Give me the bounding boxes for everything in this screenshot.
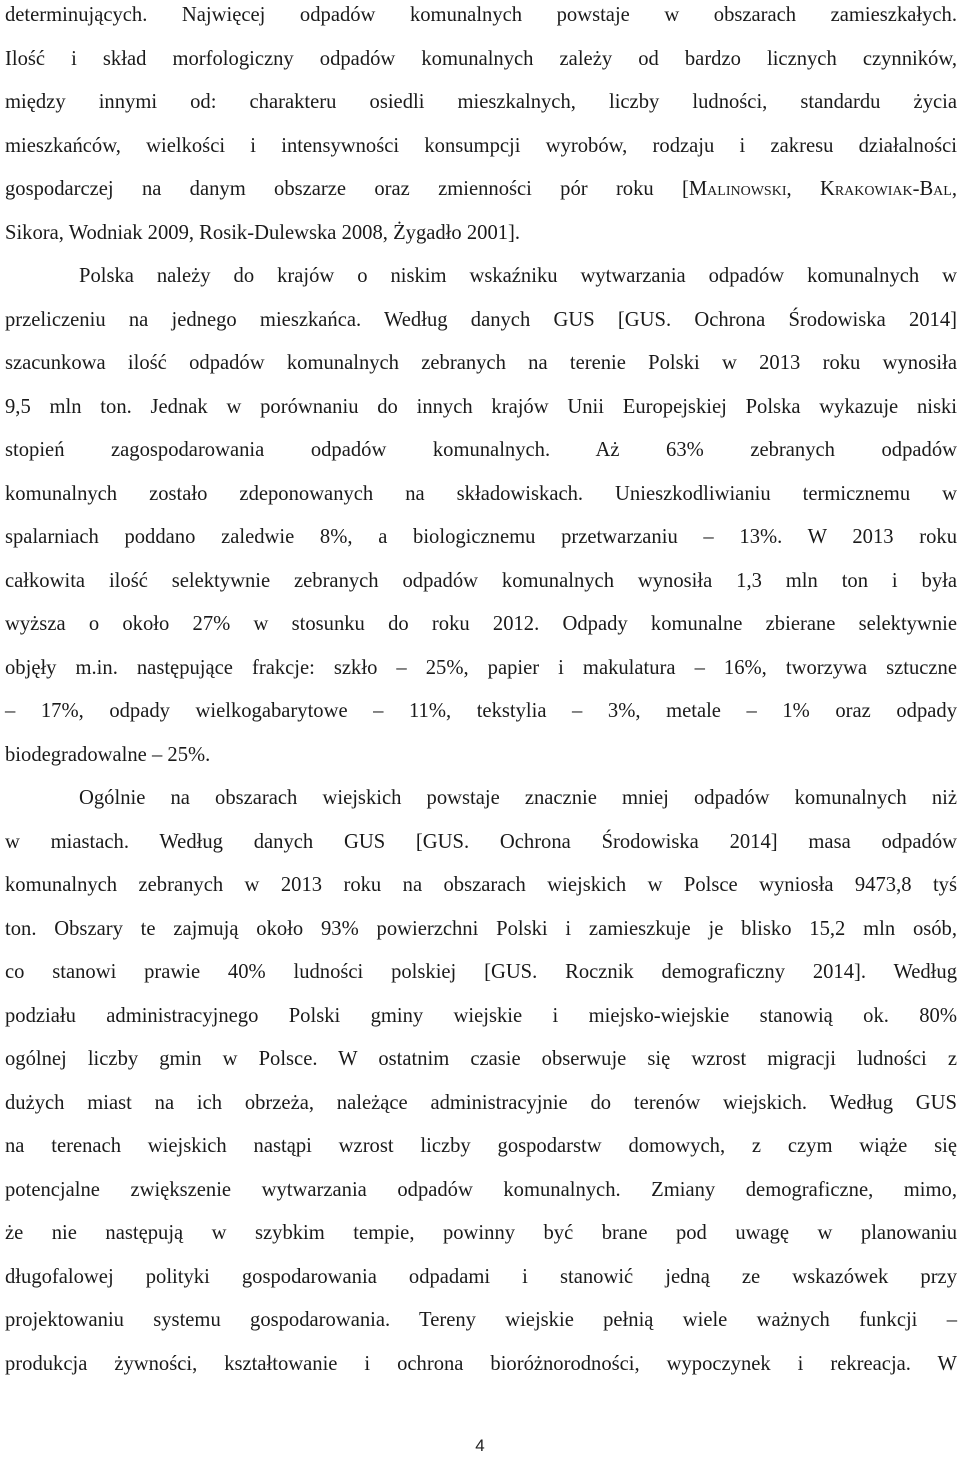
text-line <box>5 168 957 212</box>
text-line: stopień zagospodarowania odpadów komunalnych. Aż 63% zebranych odpadów <box>5 439 957 461</box>
text-line: determinujących. Najwięcej odpadów komunalnych powstaje w obszarach zamieszkałych. <box>5 4 957 26</box>
text-line: przeliczeniu na jednego mieszkańca. Według danych GUS [GUS. Ochrona Środowiska 2014] <box>5 308 957 331</box>
text-line: produkcja żywności, kształtowanie i ochrona bioróżnorodności, wypoczynek i rekreacja. W <box>5 1352 957 1375</box>
text-line: komunalnych zostało zdeponowanych na składowiskach. Unieszkodliwianiu termicznemu w <box>5 482 957 505</box>
text-line: – 17%, odpady wielkogabarytowe – 11%, tekstylia – 3%, metale – 1% oraz odpady <box>5 700 957 722</box>
text-line: co stanowi prawie 40% ludności polskiej [GUS. Rocznik demograficzny 2014]. Według <box>5 961 957 983</box>
text-line: szacunkowa ilość odpadów komunalnych zebranych na terenie Polski w 2013 roku wynosiła <box>5 352 957 374</box>
text-line: Ilość i skład morfologiczny odpadów komunalnych zależy od bardzo licznych czynników, <box>5 47 957 70</box>
text-run: gospodarczej na danym obszarze oraz zmienności pór roku [ <box>5 178 689 200</box>
text-line: Polska należy do krajów o niskim wskaźniku wytwarzania odpadów komunalnych w <box>79 265 957 287</box>
text-line: spalarniach poddano zaledwie 8%, a biologicznemu przetwarzaniu – 13%. W 2013 roku <box>5 526 957 548</box>
text-line: wyższa o około 27% w stosunku do roku 2012. Odpady komunalne zbierane selektywnie <box>5 613 957 635</box>
text-line: w miastach. Według danych GUS [GUS. Ochrona Środowiska 2014] masa odpadów <box>5 830 957 853</box>
text-line: projektowaniu systemu gospodarowania. Tereny wiejskie pełnią wiele ważnych funkcji – <box>5 1309 957 1331</box>
text-line: podziału administracyjnego Polski gminy wiejskie i miejsko-wiejskie stanowią ok. 80% <box>5 1004 957 1027</box>
paragraph-poland-waste-statistics <box>5 255 957 777</box>
text-line: dużych miast na ich obrzeża, należące administracyjnie do terenów wiejskich. Według GUS <box>5 1091 957 1114</box>
text-line: potencjalne zwiększenie wytwarzania odpadów komunalnych. Zmiany demograficzne, mimo, <box>5 1178 957 1201</box>
text-line: między innymi od: charakteru osiedli mieszkalnych, liczby ludności, standardu życia <box>5 91 957 113</box>
text-line: biodegradowalne – 25%. <box>5 743 211 766</box>
text-line: Ogólnie na obszarach wiejskich powstaje znacznie mniej odpadów komunalnych niż <box>79 787 957 809</box>
text-line: na terenach wiejskich nastąpi wzrost liczby gospodarstw domowych, z czym wiąże się <box>5 1135 957 1157</box>
text-line: ogólnej liczby gmin w Polsce. W ostatnim czasie obserwuje się wzrost migracji ludności z <box>5 1048 957 1070</box>
author-citation: Malinowski <box>688 178 787 200</box>
text-line: długofalowej polityki gospodarowania odpadami i stanowić jedną ze wskazówek przy <box>5 1265 957 1288</box>
text-line: ton. Obszary te zajmują około 93% powierzchni Polski i zamieszkuje je blisko 15,2 mln osób, <box>5 917 957 940</box>
text-line: komunalnych zebranych w 2013 roku na obszarach wiejskich w Polsce wyniosła 9473,8 tyś <box>5 874 957 896</box>
text-line: że nie następują w szybkim tempie, powinny być brane pod uwagę w planowaniu <box>5 1222 957 1244</box>
text-line: Sikora, Wodniak 2009, Rosik-Dulewska 2008, Żygadło 2001]. <box>5 221 521 244</box>
text-line: objęły m.in. następujące frakcje: szkło – 25%, papier i makulatura – 16%, tworzywa sztuczne <box>5 656 957 679</box>
author-citation: Krakowiak-Bal <box>819 178 952 200</box>
text-line: mieszkańców, wielkości i intensywności konsumpcji wyrobów, rodzaju i zakresu działalności <box>5 134 957 157</box>
text-run: , <box>786 178 820 200</box>
text-line: całkowita ilość selektywnie zebranych odpadów komunalnych wynosiła 1,3 mln ton i była <box>5 569 957 592</box>
text-line: 9,5 mln ton. Jednak w porównaniu do innych krajów Unii Europejskiej Polska wykazuje niski <box>5 395 957 418</box>
page-number: 4 <box>475 1436 485 1455</box>
document-page <box>5 0 957 1386</box>
paragraph-rural-areas <box>5 777 957 1386</box>
paragraph-waste-composition <box>5 0 957 255</box>
text-run: , <box>951 178 958 200</box>
